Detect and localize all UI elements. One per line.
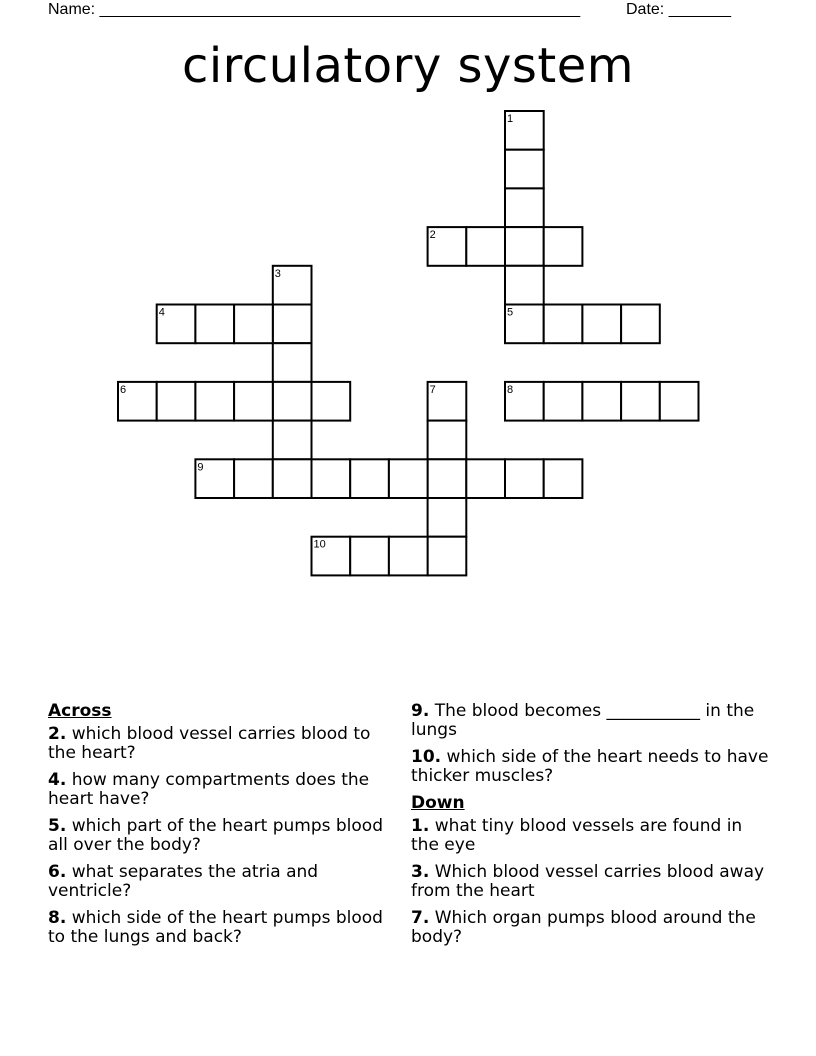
grid-cell[interactable] — [428, 537, 467, 576]
name-field-label: Name: ______________________________________________________ — [48, 1, 581, 18]
grid-cell[interactable] — [505, 150, 544, 189]
grid-cell[interactable] — [195, 382, 234, 421]
cell-number: 7 — [429, 383, 436, 396]
clue-number: 3. — [411, 862, 430, 882]
grid-cell[interactable] — [582, 305, 621, 344]
grid-cell[interactable] — [195, 305, 234, 344]
grid-cell[interactable] — [273, 343, 312, 382]
clue-text: which side of the heart needs to have thicker muscles? — [411, 747, 769, 786]
cell-number: 1 — [507, 113, 514, 125]
grid-cell[interactable] — [544, 459, 583, 498]
grid-cell[interactable] — [660, 382, 699, 421]
grid-cell[interactable] — [428, 459, 467, 498]
clue-text: how many compartments does the heart have? — [48, 770, 370, 809]
clue-text: which side of the heart pumps blood to the lungs and back? — [48, 908, 383, 947]
clue-across-6 — [48, 863, 388, 901]
grid-cell[interactable] — [621, 382, 660, 421]
grid-cell[interactable] — [505, 227, 544, 266]
clue-number: 9. — [411, 701, 430, 721]
clue-number: 10. — [411, 747, 442, 767]
grid-cell[interactable] — [428, 498, 467, 537]
clue-across-2 — [48, 725, 388, 763]
grid-cell[interactable] — [544, 227, 583, 266]
cell-number: 3 — [274, 267, 281, 280]
grid-cell[interactable] — [350, 537, 389, 576]
clue-number: 6. — [48, 862, 67, 882]
cell-number: 9 — [197, 461, 204, 474]
clue-number: 4. — [48, 770, 67, 790]
clue-text: which blood vessel carries blood to the heart? — [48, 724, 371, 763]
grid-cell[interactable] — [466, 459, 505, 498]
puzzle-title: circulatory system — [181, 38, 635, 94]
clue-text: which part of the heart pumps blood all over the body? — [48, 816, 383, 855]
grid-cell[interactable] — [544, 382, 583, 421]
clue-text: The blood becomes ___________ in the lungs — [411, 701, 755, 740]
across-heading: Across — [48, 701, 112, 721]
clue-down-3 — [411, 863, 771, 901]
grid-cell[interactable] — [389, 537, 428, 576]
grid-cell[interactable] — [544, 305, 583, 344]
clue-down-7 — [411, 909, 771, 947]
cell-number: 4 — [158, 306, 165, 319]
clue-number: 8. — [48, 908, 67, 928]
grid-cell[interactable] — [350, 459, 389, 498]
cell-number: 2 — [429, 229, 436, 242]
clue-text: what separates the atria and ventricle? — [48, 862, 319, 901]
grid-cell[interactable] — [312, 382, 351, 421]
grid-cell[interactable] — [621, 305, 660, 344]
clues-left-column — [48, 702, 388, 955]
clue-number: 7. — [411, 908, 430, 928]
grid-cell[interactable] — [273, 305, 312, 344]
clue-text: what tiny blood vessels are found in the eye — [411, 816, 743, 855]
grid-cell[interactable] — [505, 266, 544, 305]
clue-across-9 — [411, 702, 771, 740]
grid-cell[interactable] — [428, 421, 467, 460]
date-field-label: Date: _______ — [626, 1, 731, 18]
clue-text: Which blood vessel carries blood away from the heart — [411, 862, 765, 901]
grid-cell[interactable] — [505, 188, 544, 227]
grid-cell[interactable] — [312, 459, 351, 498]
clue-across-4 — [48, 771, 388, 809]
grid-cell[interactable] — [273, 382, 312, 421]
grid-cell[interactable] — [273, 421, 312, 460]
grid-cell[interactable] — [505, 459, 544, 498]
cell-number: 10 — [313, 538, 326, 551]
grid-cell[interactable] — [582, 382, 621, 421]
clue-down-1 — [411, 817, 771, 855]
grid-cell[interactable] — [389, 459, 428, 498]
clue-number: 2. — [48, 724, 67, 744]
clues-right-column — [411, 702, 771, 955]
cell-number: 5 — [507, 306, 514, 319]
grid-cell[interactable] — [234, 305, 273, 344]
clue-text: Which organ pumps blood around the body? — [411, 908, 756, 947]
grid-cell[interactable] — [234, 459, 273, 498]
clue-number: 5. — [48, 816, 67, 836]
grid-cell[interactable] — [466, 227, 505, 266]
clue-across-10 — [411, 748, 771, 786]
cell-number: 6 — [120, 383, 127, 396]
down-heading: Down — [411, 793, 465, 813]
clue-number: 1. — [411, 816, 430, 836]
clue-across-8 — [48, 909, 388, 947]
grid-cell[interactable] — [273, 459, 312, 498]
grid-cell[interactable] — [234, 382, 273, 421]
grid-cell[interactable] — [157, 382, 196, 421]
cell-number: 8 — [507, 383, 514, 396]
clue-across-5 — [48, 817, 388, 855]
